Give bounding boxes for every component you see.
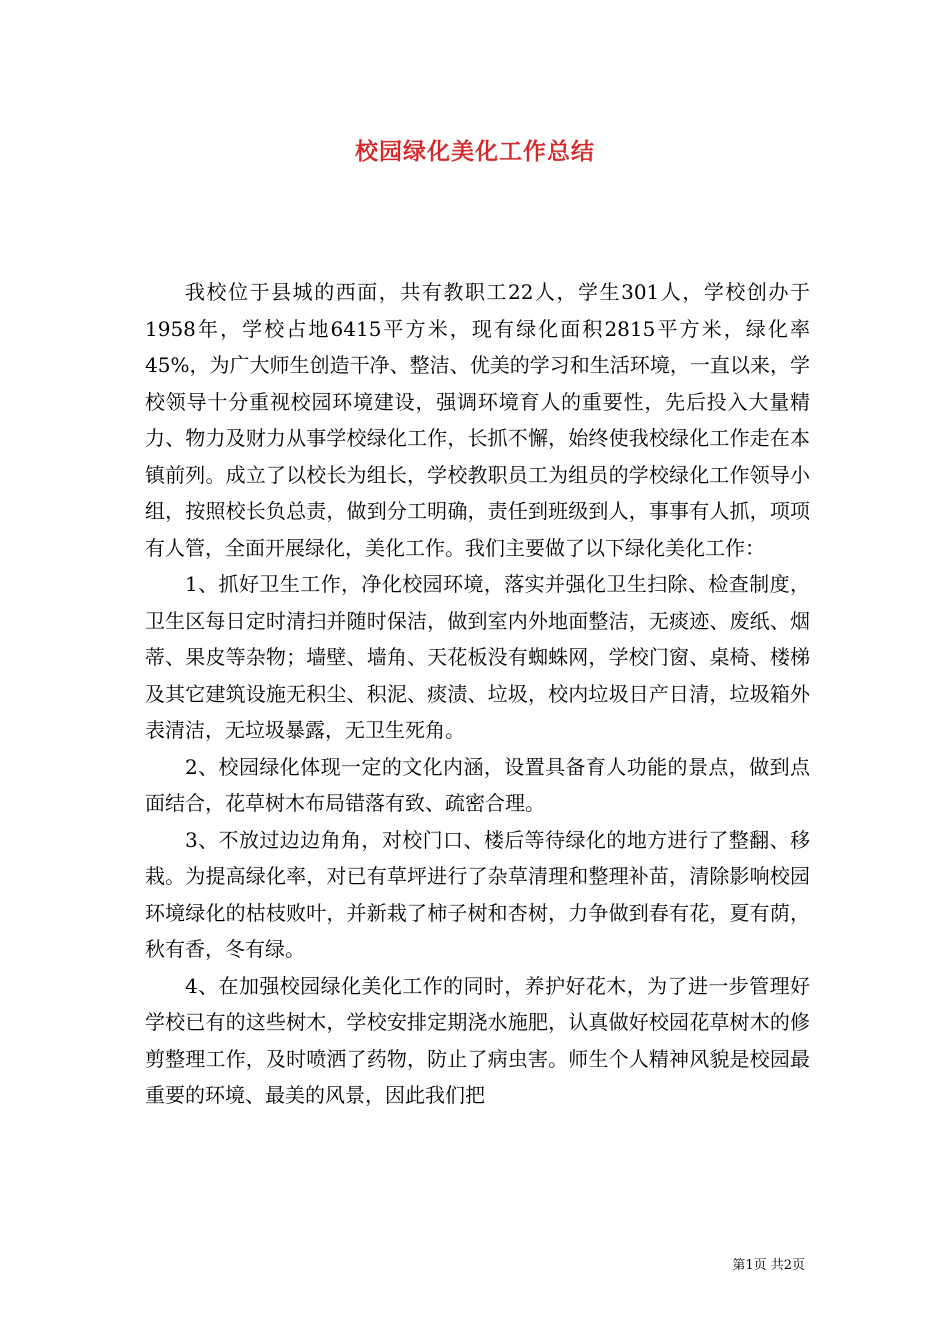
paragraph-intro: 我校位于县城的西面，共有教职工22人，学生301人，学校创办于1958年，学校占地6415平方米，现有绿化面积2815平方米，绿化率45%，为广大师生创造干净、整洁、优美的学习和生活环境，一直以来，学校领导十分重视校园环境建设，强调环境育人的重要性，先后投入大量精力、物力及财力从事学校绿化工作，长抓不懈，始终使我校绿化工作走在本镇前列。成立了以校长为组长，学校教职员工为组员的学校绿化工作领导小组，按照校长负总责，做到分工明确，责任到班级到人，事事有人抓，项项有人管，全面开展绿化，美化工作。我们主要做了以下绿化美化工作： <box>145 280 810 560</box>
document-body <box>145 274 810 1114</box>
paragraph-item-2: 2、校园绿化体现一定的文化内涵，设置具备育人功能的景点，做到点面结合，花草树木布局错落有致、疏密合理。 <box>145 754 810 815</box>
paragraph-item-4: 4、在加强校园绿化美化工作的同时，养护好花木，为了进一步管理好学校已有的这些树木，学校安排定期浇水施肥，认真做好校园花草树木的修剪整理工作，及时喷洒了药物，防止了病虫害。师生个人精神风貌是校园最重要的环境、最美的风景，因此我们把 <box>145 973 810 1107</box>
paragraph-item-1: 1、抓好卫生工作，净化校园环境，落实并强化卫生扫除、检查制度，卫生区每日定时清扫并随时保洁，做到室内外地面整洁，无痰迹、废纸、烟蒂、果皮等杂物；墙壁、墙角、天花板没有蜘蛛网，学校门窗、桌椅、楼梯及其它建筑设施无积尘、积泥、痰渍、垃圾，校内垃圾日产日清，垃圾箱外表清洁，无垃圾暴露，无卫生死角。 <box>145 572 810 742</box>
page-number-footer: 第1页 共2页 <box>732 1258 805 1273</box>
paragraph-item-3: 3、不放过边边角角，对校门口、楼后等待绿化的地方进行了整翻、移栽。为提高绿化率，对已有草坪进行了杂草清理和整理补苗，清除影响校园环境绿化的枯枝败叶，并新栽了柿子树和杏树，力争做到春有花，夏有荫，秋有香，冬有绿。 <box>145 827 810 961</box>
document-title: 校园绿化美化工作总结 <box>355 138 595 165</box>
